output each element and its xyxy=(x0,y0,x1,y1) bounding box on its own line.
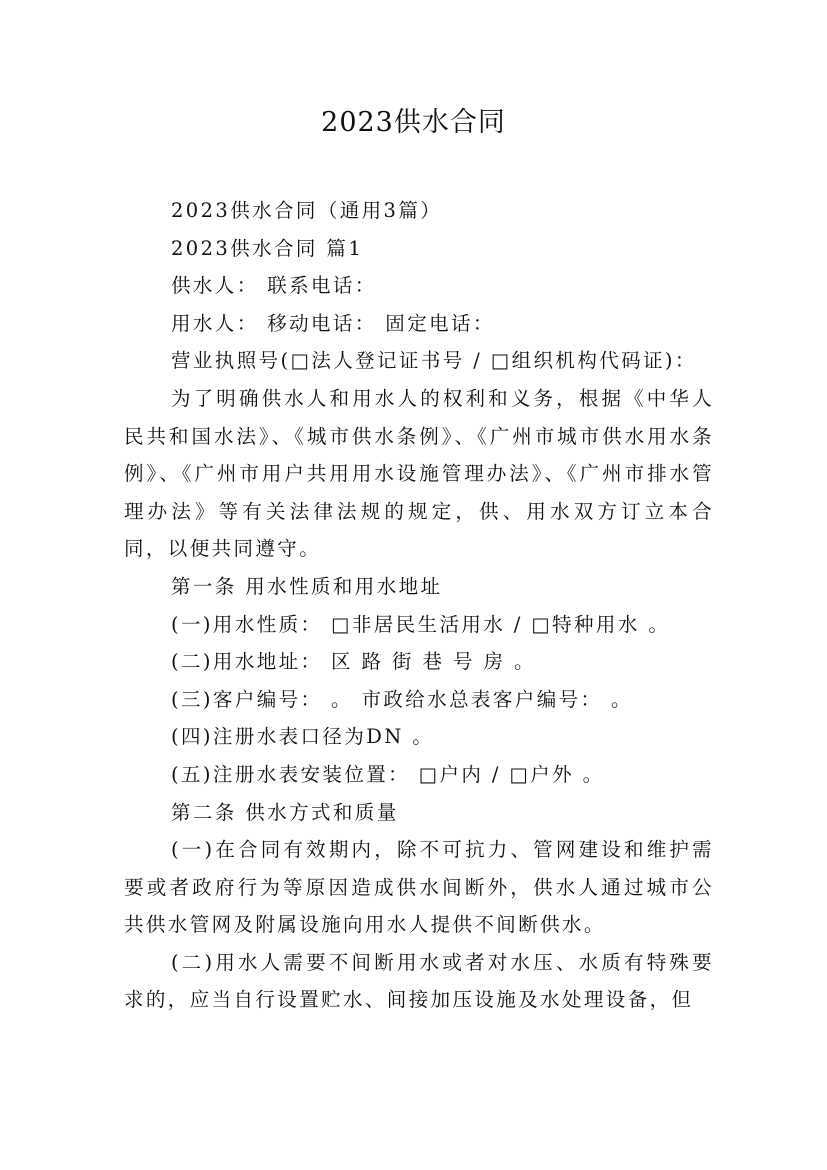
paragraph-customer-number: (三)客户编号： 。 市政给水总表客户编号： 。 xyxy=(171,687,633,711)
paragraph-water-use-nature: (一)用水性质： □非居民生活用水 / □特种用水 。 xyxy=(171,612,671,636)
paragraph-meter-location: (五)注册水表安装位置： □户内 / □户外 。 xyxy=(171,762,605,786)
document-body xyxy=(124,192,714,1019)
paragraph-article-2-heading: 第二条 供水方式和质量 xyxy=(171,800,399,824)
paragraph-license-number: 营业执照号(□法人登记证书号 / □组织机构代码证)： xyxy=(171,349,697,373)
paragraph-supplier-contact: 供水人： 联系电话： xyxy=(171,274,377,298)
paragraph-special-requirements: (二)用水人需要不间断用水或者对水压、水质有特殊要求的，应当自行设置贮水、间接加压设施及水处理设备，但 xyxy=(124,950,714,1012)
paragraph-heading-part-1: 2023供水合同 篇1 xyxy=(171,236,364,260)
document-title: 2023供水合同 xyxy=(321,107,506,138)
paragraph-preamble: 为了明确供水人和用水人的权利和义务，根据《中华人民共和国水法》、《城市供水条例》、《广州市城市供水用水条例》、《广州市用户共用用水设施管理办法》、《广州市排水管理办法》等有关法律法规的规定，供、用水双方订立本合同，以便共同遵守。 xyxy=(124,386,714,561)
paragraph-supply-continuity: (一)在合同有效期内，除不可抗力、管网建设和维护需要或者政府行为等原因造成供水间断外，供水人通过城市公共供水管网及附属设施向用水人提供不间断供水。 xyxy=(124,838,714,937)
paragraph-article-1-heading: 第一条 用水性质和用水地址 xyxy=(171,574,443,598)
paragraph-user-contact: 用水人： 移动电话： 固定电话： xyxy=(171,311,495,335)
paragraph-meter-caliber: (四)注册水表口径为DN 。 xyxy=(171,725,435,749)
paragraph-heading-collection: 2023供水合同（通用3篇） xyxy=(171,199,443,222)
paragraph-water-use-address: (二)用水地址： 区 路 街 巷 号 房 。 xyxy=(171,650,536,674)
